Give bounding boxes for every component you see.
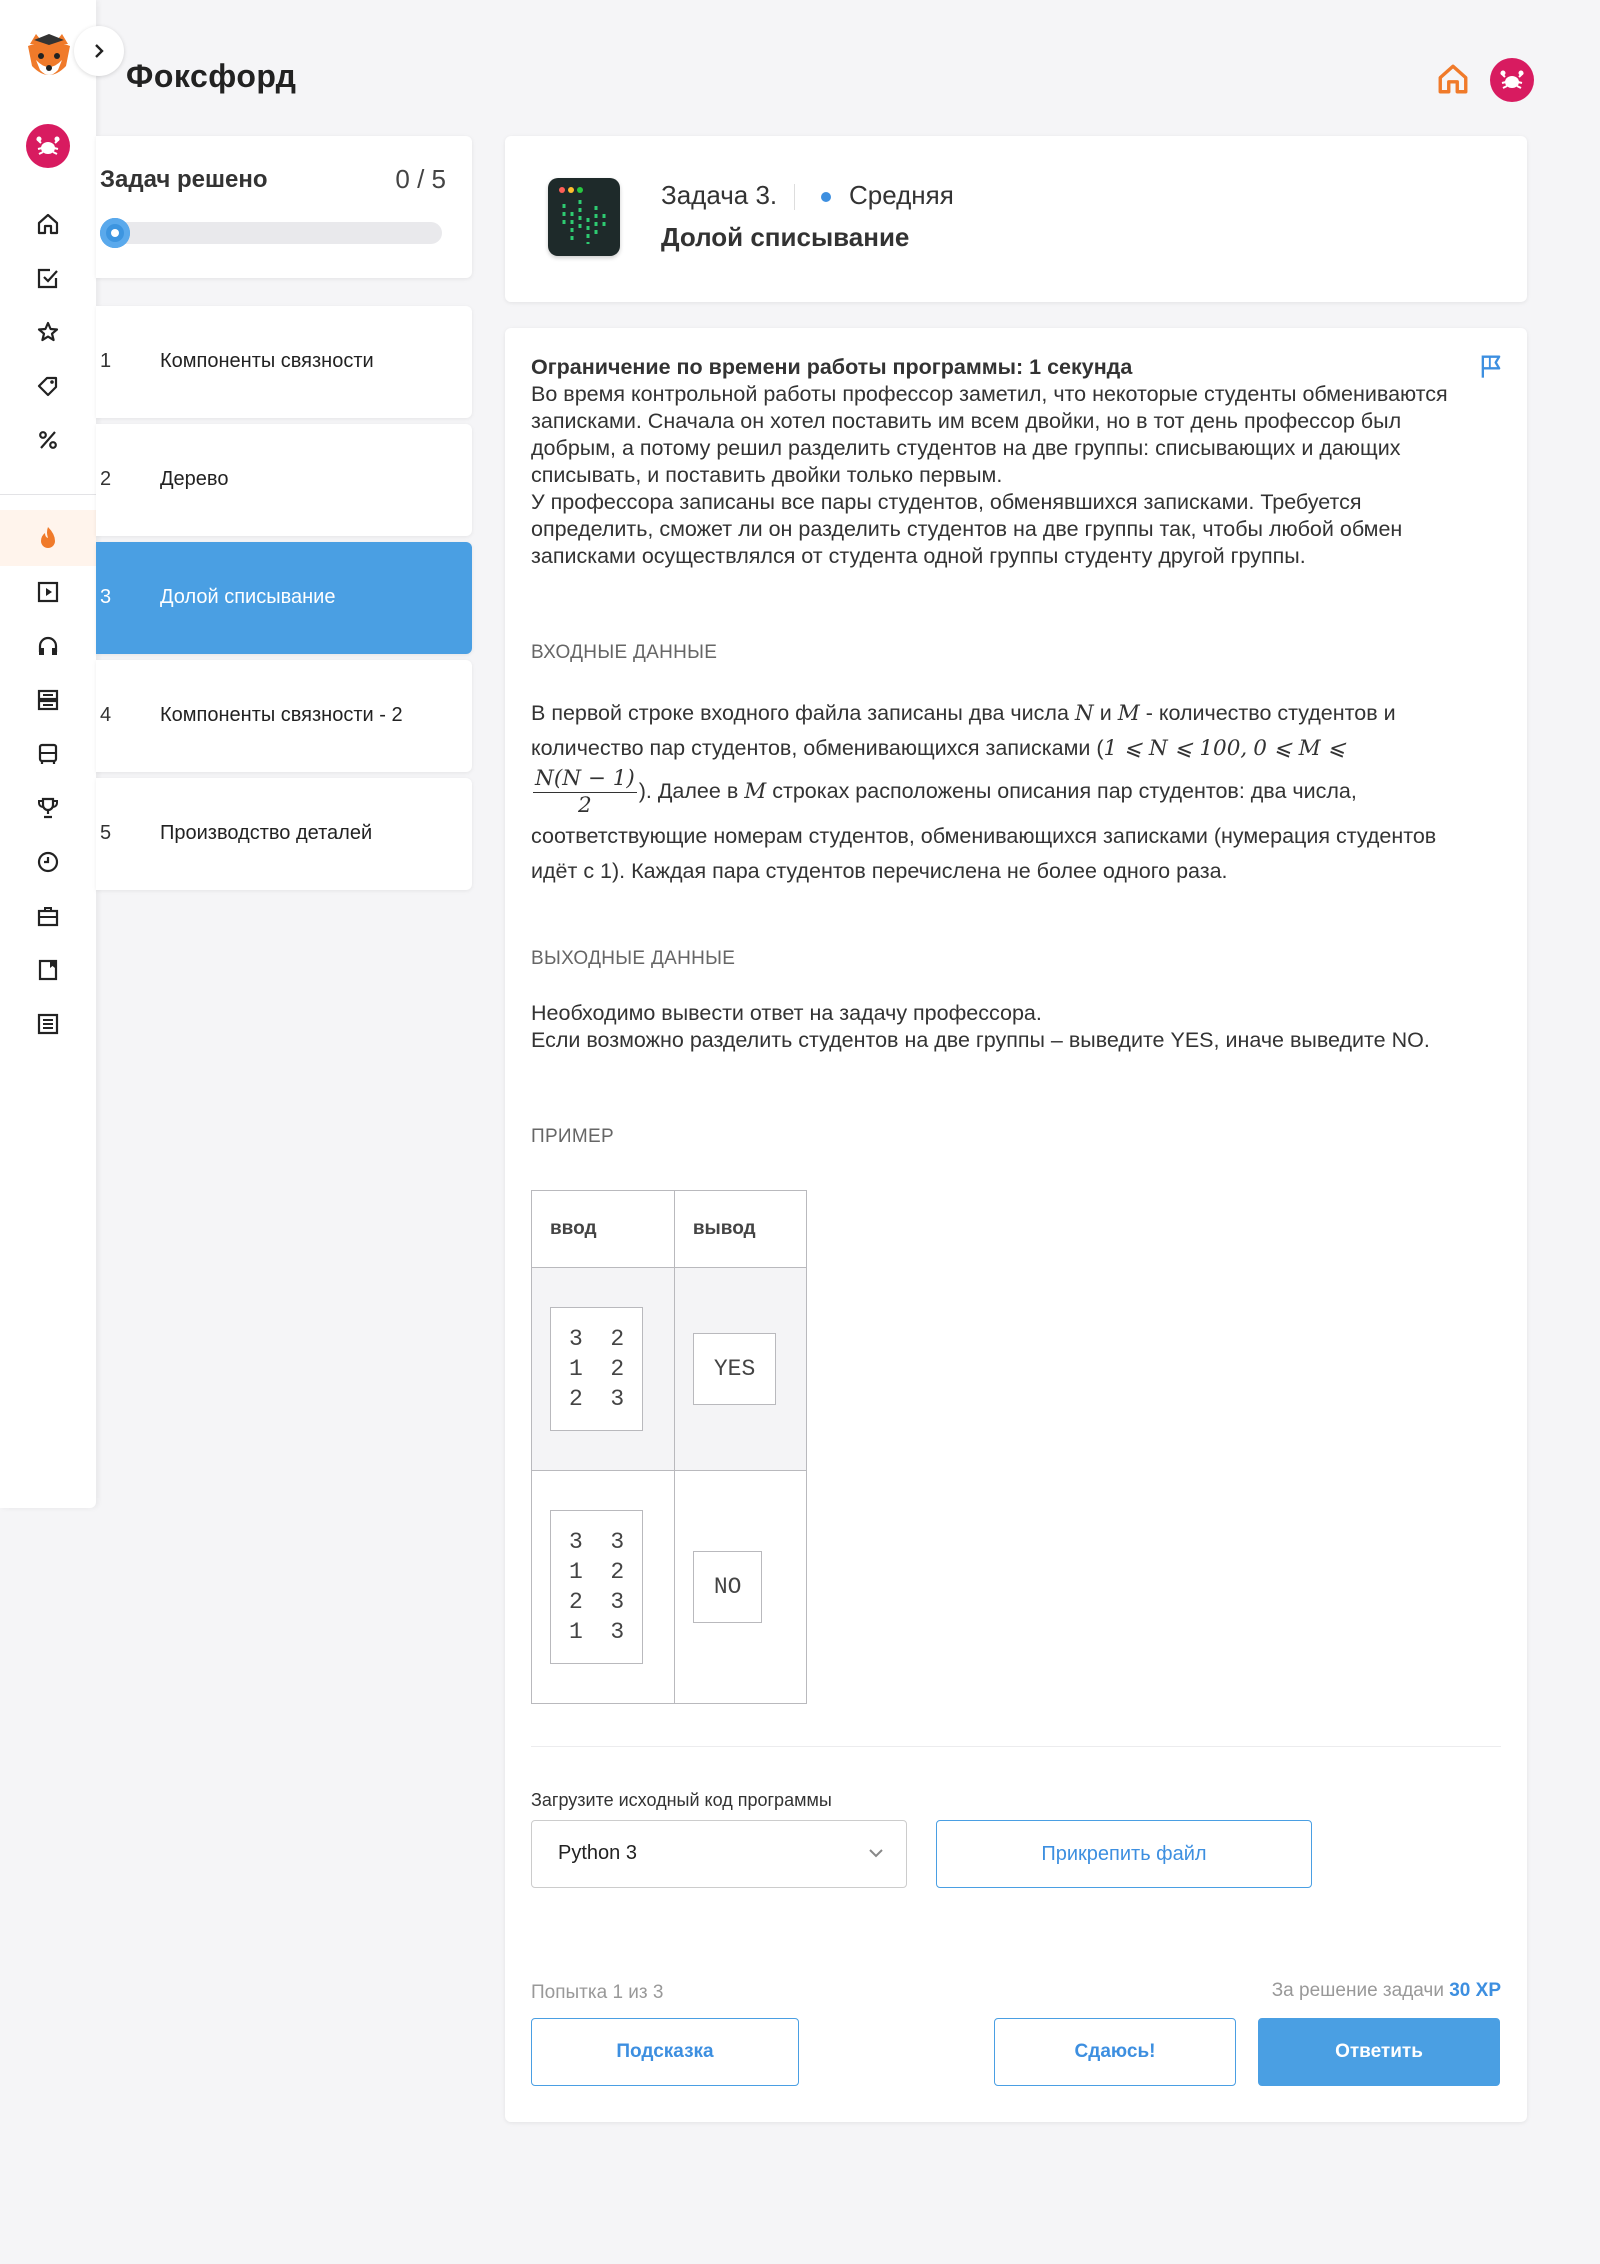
headphones-icon[interactable] xyxy=(30,628,66,664)
library-icon[interactable] xyxy=(30,682,66,718)
chevron-down-icon xyxy=(866,1843,886,1863)
task-title: Долой списывание xyxy=(661,222,910,252)
difficulty-label: Средняя xyxy=(849,180,954,210)
task-list-item-active[interactable] xyxy=(96,542,472,654)
math-constraint-n: 1 ⩽ N ⩽ 100, xyxy=(1103,736,1248,761)
example-table xyxy=(531,1190,807,1704)
progress-label: Задач решено xyxy=(100,166,268,193)
chevron-right-icon xyxy=(92,42,106,60)
percent-icon[interactable] xyxy=(30,422,66,458)
trophy-icon[interactable] xyxy=(30,790,66,826)
checklist-icon[interactable] xyxy=(30,260,66,296)
star-icon[interactable] xyxy=(30,314,66,350)
header-avatar[interactable] xyxy=(1490,58,1534,102)
bus-icon[interactable] xyxy=(30,736,66,772)
math-n: N xyxy=(1074,701,1094,726)
task-name: Дерево xyxy=(160,468,229,490)
language-value: Python 3 xyxy=(558,1842,637,1864)
answer-button[interactable]: Ответить xyxy=(1258,2018,1500,2086)
task-number: 2 xyxy=(100,468,112,490)
clock-icon[interactable] xyxy=(30,844,66,880)
task-number: 3 xyxy=(100,586,112,608)
example-heading: ПРИМЕР xyxy=(531,1126,614,1147)
fox-logo-icon[interactable] xyxy=(22,30,76,84)
task-content-card xyxy=(505,328,1527,2122)
task-list-item[interactable] xyxy=(96,778,472,890)
input-heading: ВХОДНЫЕ ДАННЫЕ xyxy=(531,642,718,663)
progress-count: 0 / 5 xyxy=(395,164,446,194)
task-name: Компоненты связности xyxy=(160,350,374,372)
math-constraint-m: 0 ⩽ M ⩽ xyxy=(1253,736,1346,761)
list-icon[interactable] xyxy=(30,1006,66,1042)
reward-info: За решение задачи 30 XP xyxy=(1271,1980,1501,2001)
task-number: 4 xyxy=(100,704,112,726)
play-icon[interactable] xyxy=(30,574,66,610)
example-output[interactable]: YES xyxy=(693,1333,776,1405)
attach-file-button[interactable]: Прикрепить файл xyxy=(936,1820,1312,1888)
sidebar-expand-button[interactable] xyxy=(74,26,124,76)
task-name: Компоненты связности - 2 xyxy=(160,704,403,726)
output-heading: ВЫХОДНЫЕ ДАННЫЕ xyxy=(531,948,736,969)
math-m: M xyxy=(1117,701,1140,726)
task-number: 5 xyxy=(100,822,112,844)
table-row xyxy=(532,1268,807,1471)
briefcase-icon[interactable] xyxy=(30,898,66,934)
task-name: Долой списывание xyxy=(160,586,336,608)
book-icon[interactable] xyxy=(30,952,66,988)
example-header-input: ввод xyxy=(532,1191,675,1268)
crab-icon xyxy=(35,135,61,157)
attempt-counter: Попытка 1 из 3 xyxy=(531,1982,664,2003)
task-name: Производство деталей xyxy=(160,822,373,844)
crab-icon xyxy=(1499,69,1525,91)
left-rail xyxy=(0,0,96,1508)
hint-button[interactable]: Подсказка xyxy=(531,2018,799,2086)
progress-bar xyxy=(100,222,442,244)
statement-text xyxy=(531,354,1451,570)
time-limit: Ограничение по времени работы программы: 1 секунда xyxy=(531,355,1133,379)
give-up-button[interactable]: Сдаюсь! xyxy=(994,2018,1236,2086)
math-m: M xyxy=(744,779,767,805)
header-separator xyxy=(794,184,795,210)
report-flag-icon[interactable] xyxy=(1477,352,1505,380)
task-header-card xyxy=(505,136,1527,302)
content-divider xyxy=(531,1746,1501,1747)
task-list-item[interactable] xyxy=(96,306,472,418)
rail-divider xyxy=(0,494,96,495)
statement-paragraph: У профессора записаны все пары студентов, обменявшихся записками. Требуется определить, сможет ли он разделить студентов на две группы так, чтобы любой обмен записками осуществлялся от студента одной группы студенту другой группы. xyxy=(531,490,1403,568)
home-icon[interactable] xyxy=(30,206,66,242)
difficulty-dot xyxy=(821,192,831,202)
task-list-item[interactable] xyxy=(96,424,472,536)
task-list-item[interactable] xyxy=(96,660,472,772)
input-description: В первой строке входного файла записаны два числа N и M - количество студентов и количество пар студентов, обменивающихся записками (1 ⩽ N ⩽ 100, 0 ⩽ M ⩽ $\frac{N(N - 1)}{2}$ ). Далее в M строках расположены описания пар студентов: два числа, соответствующие номерам студентов, обменивающихся записками (нумерация студентов идёт с 1). Каждая пара студентов перечислена не более одного раза. xyxy=(531,701,1437,883)
tag-icon[interactable] xyxy=(30,368,66,404)
example-input[interactable]: 3 2 1 2 2 3 xyxy=(550,1307,643,1431)
brand-title: Фоксфорд xyxy=(126,58,297,94)
output-description: Необходимо вывести ответ на задачу профессора. Если возможно разделить студентов на две группы – выведите YES, иначе выведите NO. xyxy=(531,1001,1430,1052)
example-output[interactable]: NO xyxy=(693,1551,763,1623)
reward-value: 30 XP xyxy=(1449,1980,1501,2001)
task-number-label: Задача 3. xyxy=(661,180,778,210)
statement-paragraph: Во время контрольной работы профессор заметил, что некоторые студенты обмениваются записками. Сначала он хотел поставить им всем двойки, но в тот день профессор был добрым, а потому решил разделить студентов на две группы: списывающих и дающих списывать, и поставить двойки только первым. xyxy=(531,382,1448,487)
math-fraction: $\frac{N(N - 1)}{2}$ xyxy=(535,766,635,818)
user-avatar[interactable] xyxy=(26,124,70,168)
example-input[interactable]: 3 3 1 2 2 3 1 3 xyxy=(550,1510,643,1664)
progress-card xyxy=(96,136,472,278)
progress-knob xyxy=(100,218,130,248)
upload-label: Загрузите исходный код программы xyxy=(531,1790,832,1810)
language-select[interactable] xyxy=(531,1820,907,1888)
terminal-icon xyxy=(548,178,620,256)
home-link-icon[interactable] xyxy=(1436,62,1470,96)
task-number: 1 xyxy=(100,350,112,372)
example-header-output: вывод xyxy=(674,1191,806,1268)
table-row xyxy=(532,1471,807,1704)
flame-icon[interactable] xyxy=(30,520,66,556)
